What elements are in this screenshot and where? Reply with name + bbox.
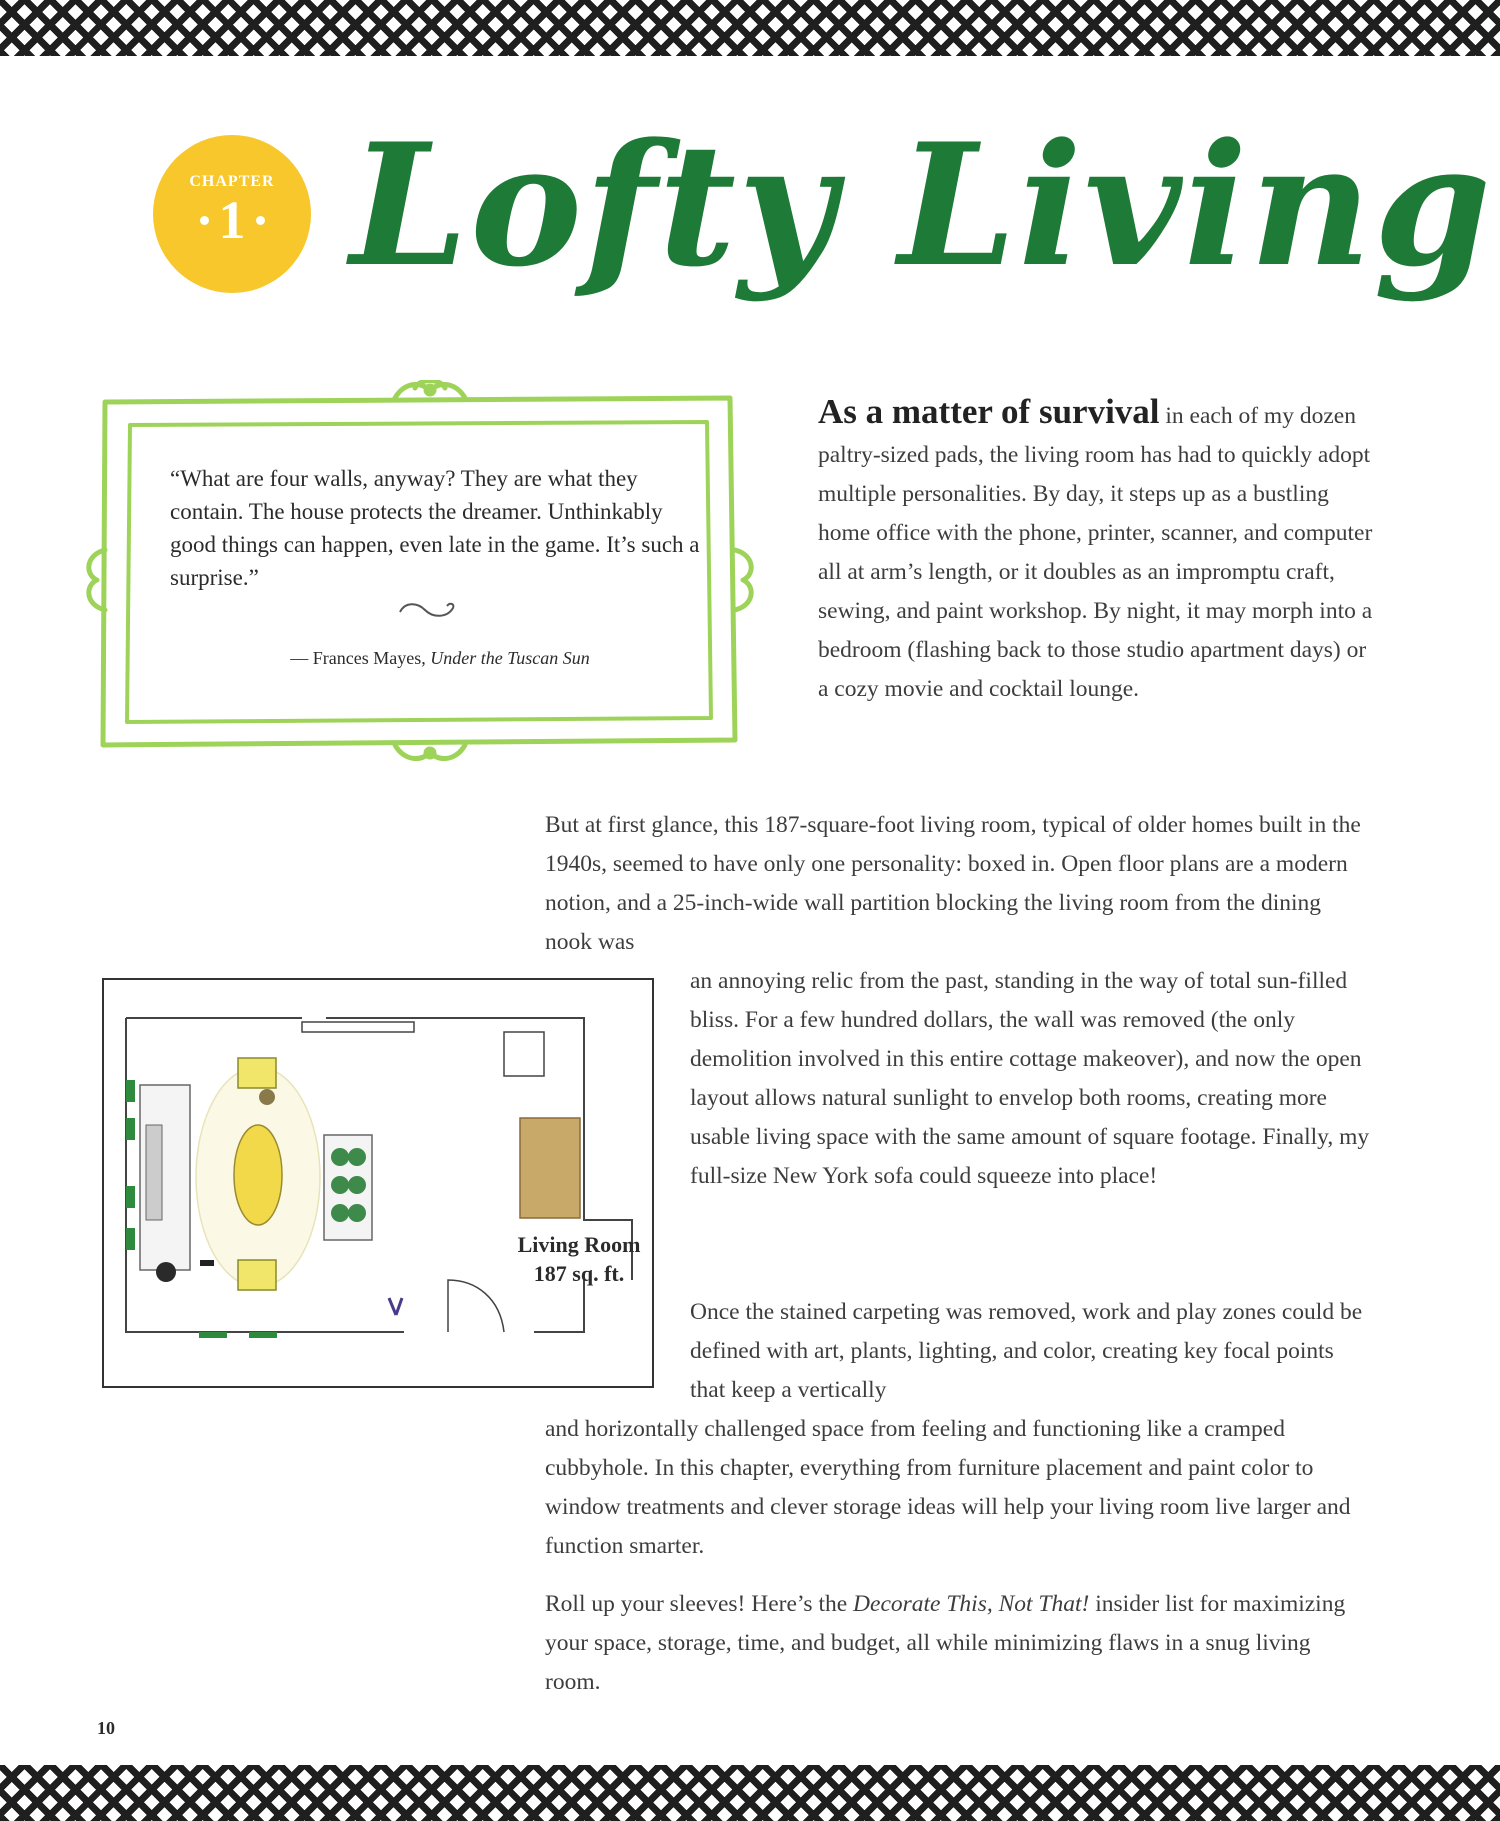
quote-text: “What are four walls, anyway? They are what they contain. The house protects the dreamer. Unthinkably good things can happen, even late in the game. It’s such a surprise.” bbox=[170, 466, 700, 590]
chapter-number-row bbox=[200, 190, 265, 250]
paragraph-3-top: Once the stained carpeting was removed, work and play zones could be defined with art, plants, lighting, and color, creating key focal points that keep a vertically bbox=[690, 1299, 1363, 1403]
floorplan-drawing-icon bbox=[104, 980, 656, 1390]
paragraph-3-bottom: and horizontally challenged space from feeling and functioning like a cramped cubbyhole. In this chapter, everything from furniture placement and paint color to window treatments and clever storage ideas will help your living room live larger and function smarter. bbox=[545, 1416, 1351, 1559]
floorplan-illustration bbox=[102, 978, 654, 1388]
quote-author: — Frances Mayes, bbox=[290, 648, 431, 668]
chapter-label: CHAPTER bbox=[189, 173, 275, 190]
lead-text: in each of my dozen paltry-sized pads, the living room has had to quickly adopt multiple personalities. By day, it steps up as a bustling home office with the phone, printer, scanner, and computer all at arm’s length, or it doubles as an impromptu craft, sewing, and paint workshop. By night, it may morph into a bedroom (flashing back to those studio apartment days) or a cozy movie and cocktail lounge. bbox=[818, 403, 1373, 702]
swirl-ornament-icon bbox=[395, 600, 465, 620]
floorplan-room-label bbox=[489, 1230, 669, 1288]
quote-attribution bbox=[170, 648, 710, 669]
quote-book-title: Under the Tuscan Sun bbox=[430, 648, 590, 668]
paragraph-4 bbox=[545, 1585, 1365, 1702]
lead-heading: As a matter of survival bbox=[818, 392, 1160, 431]
chapter-number: 1 bbox=[218, 190, 246, 250]
chapter-title: Lofty Living bbox=[350, 106, 1494, 304]
paragraph-4-start: Roll up your sleeves! Here’s the bbox=[545, 1591, 854, 1617]
top-pattern-border bbox=[0, 0, 1500, 56]
room-size: 187 sq. ft. bbox=[533, 1261, 625, 1286]
lead-paragraph bbox=[818, 392, 1378, 709]
paragraph-2-bottom: an annoying relic from the past, standing in the way of total sun-filled bliss. For a few hundred dollars, the wall was removed (the only demolition involved in this entire cottage makeover), and now the open layout allows natural sunlight to envelop both rooms, creating more usable living space with the same amount of square footage. Finally, my full-size New York sofa could squeeze into place! bbox=[690, 968, 1370, 1189]
chapter-badge bbox=[153, 135, 311, 293]
book-title-inline: Decorate This, Not That! bbox=[853, 1591, 1090, 1617]
paragraph-2-top: But at first glance, this 187-square-foot living room, typical of older homes built in the 1940s, seemed to have only one personality: boxed in. Open floor plans are a modern notion, and a 25-inch-wide wall partition blocking the living room from the dining nook was bbox=[545, 812, 1361, 955]
paragraph-4-end: insider list for maximizing your space, storage, time, and budget, all while minimizing flaws in a snug living room. bbox=[545, 1591, 1346, 1695]
bottom-pattern-border bbox=[0, 1765, 1500, 1821]
dot-icon bbox=[200, 216, 209, 225]
page-number: 10 bbox=[97, 1718, 115, 1738]
dot-icon bbox=[256, 216, 265, 225]
room-name: Living Room bbox=[517, 1232, 641, 1257]
